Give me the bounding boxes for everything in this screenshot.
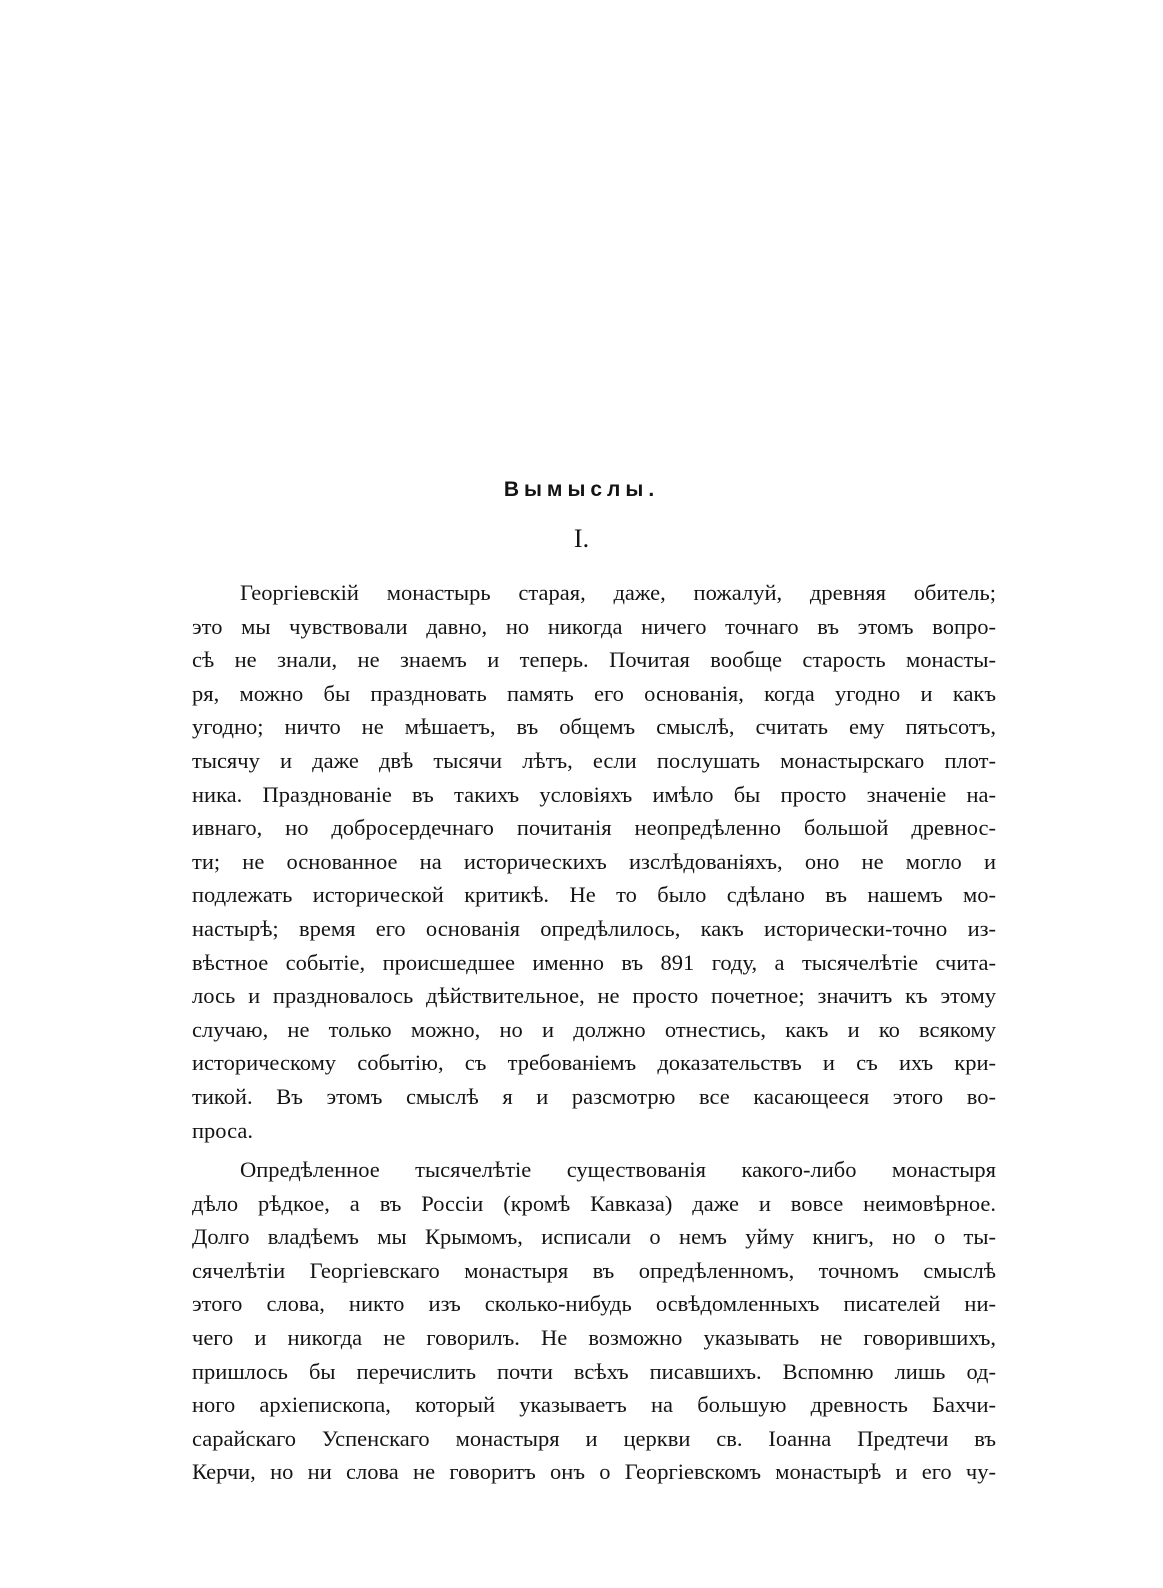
text-line: это мы чувствовали давно, но никогда ничего точнаго въ этомъ вопро- — [192, 613, 996, 639]
text-line: лось и праздновалось дѣйствительное, не просто почетное; значитъ къ этому — [192, 983, 996, 1009]
text-line: ивнаго, но добросердечнаго почитанія неопредѣленно большой древнос- — [192, 815, 996, 841]
paragraph-1 — [192, 576, 996, 1147]
text-line: дѣло рѣдкое, а въ Россіи (кромѣ Кавказа) даже и вовсе неимовѣрное. — [192, 1190, 996, 1216]
text-line: Долго владѣемъ мы Крымомъ, исписали о немъ уйму книгъ, но о ты- — [192, 1224, 996, 1250]
text-line: ти; не основанное на историческихъ изслѣдованіяхъ, оно не могло и — [192, 848, 996, 874]
text-line: подлежать исторической критикѣ. Не то было сдѣлано въ нашемъ мо- — [192, 882, 996, 908]
text-line: Керчи, но ни слова не говоритъ онъ о Георгіевскомъ монастырѣ и его чу- — [192, 1459, 996, 1485]
section-number: I. — [573, 524, 590, 553]
text-line: этого слова, никто изъ сколько-нибудь освѣдомленныхъ писателей ни- — [192, 1291, 996, 1317]
text-line: тикой. Въ этомъ смыслѣ я и разсмотрю все касающееся этого во- — [192, 1083, 996, 1109]
text-line: настырѣ; время его основанія опредѣлилось, какъ исторически-точно из- — [192, 915, 996, 941]
text-line: сарайскаго Успенскаго монастыря и церкви св. Іоанна Предтечи въ — [192, 1425, 996, 1451]
text-line: ника. Празднованіе въ такихъ условіяхъ имѣло бы просто значеніе на- — [192, 781, 996, 807]
text-line: историческому событію, съ требованіемъ доказательствъ и съ ихъ кри- — [192, 1050, 996, 1076]
text-line: тысячу и даже двѣ тысячи лѣтъ, если послушать монастырскаго плот- — [192, 747, 996, 773]
text-line: Опредѣленное тысячелѣтіе существованія какого-либо монастыря — [240, 1157, 996, 1183]
chapter-heading: Вымыслы. — [503, 478, 660, 501]
text-line: чего и никогда не говорилъ. Не возможно указывать не говорившихъ, — [192, 1325, 996, 1351]
text-line: вѣстное событіе, происшедшее именно въ 891 году, а тысячелѣтіе счита- — [192, 949, 996, 975]
text-line: сячелѣтіи Георгіевскаго монастыря въ опредѣленномъ, точномъ смыслѣ — [192, 1257, 996, 1283]
paragraph-2 — [192, 1153, 996, 1489]
text-line: проса. — [192, 1117, 253, 1143]
text-line: случаю, не только можно, но и должно отнестись, какъ и ко всякому — [192, 1016, 996, 1042]
text-line: угодно; ничто не мѣшаетъ, въ общемъ смыслѣ, считать ему пятьсотъ, — [192, 714, 996, 740]
text-line: ного архіепископа, который указываетъ на большую древность Бахчи- — [192, 1392, 996, 1418]
text-line: сѣ не знали, не знаемъ и теперь. Почитая вообще старость монасты- — [192, 647, 996, 673]
text-line: пришлось бы перечислить почти всѣхъ писавшихъ. Вспомню лишь од- — [192, 1358, 996, 1384]
body-text — [192, 576, 996, 1489]
text-line: Георгіевскій монастырь старая, даже, пожалуй, древняя обитель; — [240, 580, 996, 605]
text-line: ря, можно бы праздновать память его основанія, когда угодно и какъ — [192, 680, 996, 706]
